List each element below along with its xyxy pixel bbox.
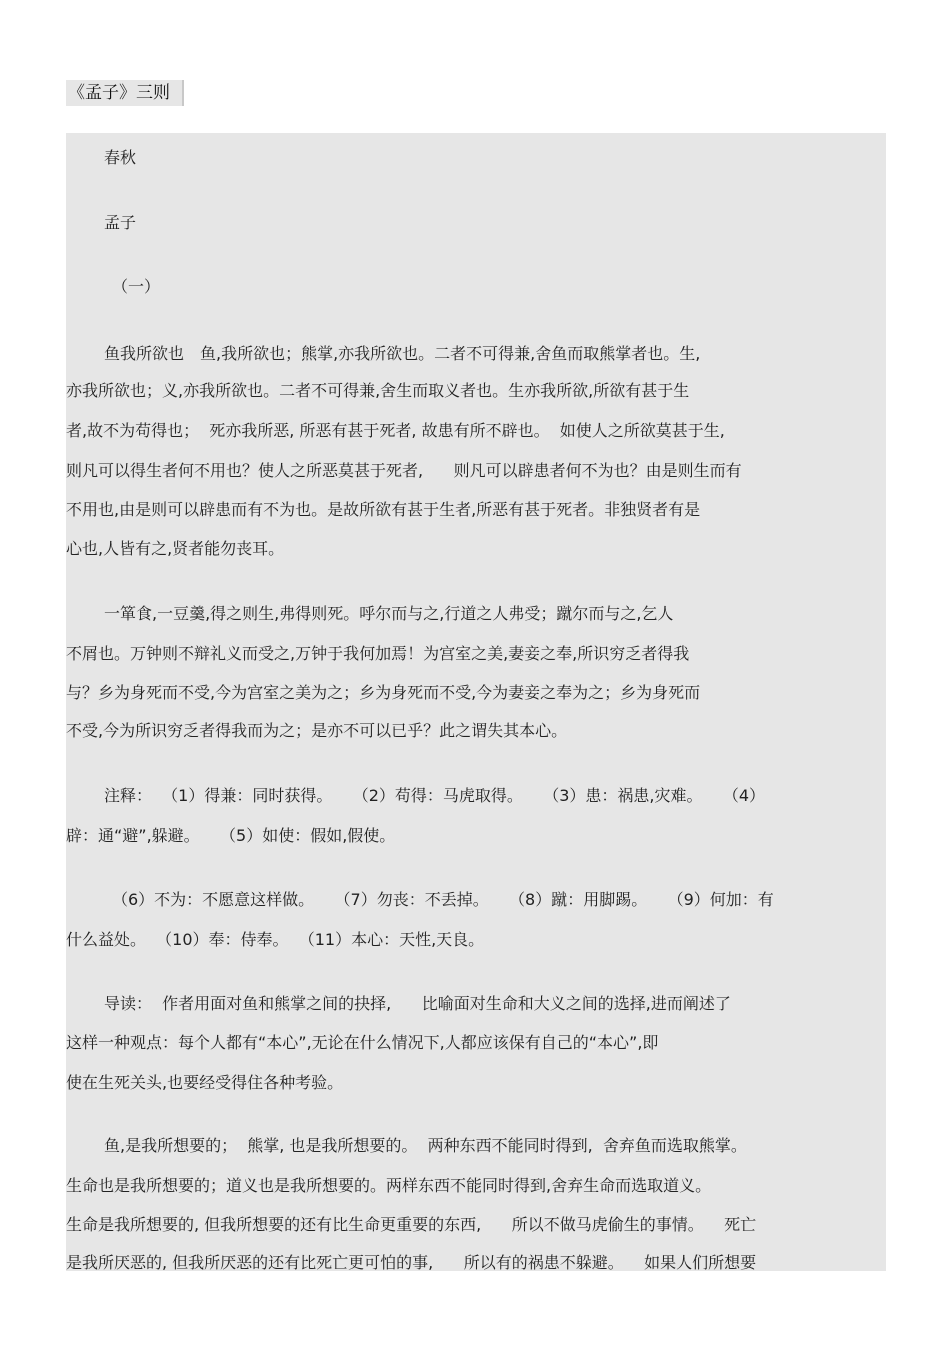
text-line: 与？乡为身死而不受,今为宫室之美为之；乡为身死而不受,今为妻妾之奉为之；乡为身死而 <box>66 683 701 702</box>
text-line: 生命是我所想要的, 但我所想要的还有比生命更重要的东西, 所以不做马虎偷生的事情。 死亡 <box>66 1215 757 1234</box>
text-line: 鱼,是我所想要的； 熊掌, 也是我所想要的。 两种东西不能同时得到, 舍弃鱼而选取熊掌。 <box>104 1136 747 1155</box>
content-panel <box>66 133 886 1271</box>
section-number: （一） <box>112 277 161 296</box>
text-line: 这样一种观点：每个人都有“本心”,无论在什么情况下,人都应该保有自己的“本心”,即 <box>66 1033 659 1052</box>
text-line: （6）不为：不愿意这样做。 （7）勿丧：不丢掉。 （8）蹴：用脚踢。 （9）何加：有 <box>112 890 774 909</box>
text-line: 生命也是我所想要的；道义也是我所想要的。两样东西不能同时得到,舍弃生命而选取道义。 <box>66 1176 712 1195</box>
text-line: 不屑也。万钟则不辩礼义而受之,万钟于我何加焉！为宫室之美,妻妾之奉,所识穷乏者得我 <box>66 644 690 663</box>
text-line: 导读： 作者用面对鱼和熊掌之间的抉择, 比喻面对生命和大义之间的选择,进而阐述了 <box>104 994 731 1013</box>
author-line: 孟子 <box>104 213 137 232</box>
dynasty-line: 春秋 <box>104 148 137 167</box>
text-line: 者,故不为苟得也； 死亦我所恶, 所恶有甚于死者, 故患有所不辟也。 如使人之所欲莫甚于生, <box>66 421 725 440</box>
text-line: 不受,今为所识穷乏者得我而为之；是亦不可以已乎？此之谓失其本心。 <box>66 721 568 740</box>
text-line: 辟：通“避”,躲避。 （5）如使：假如,假使。 <box>66 826 396 845</box>
text-line: 心也,人皆有之,贤者能勿丧耳。 <box>66 539 285 558</box>
text-line: 注释： （1）得兼：同时获得。 （2）苟得：马虎取得。 （3）患：祸患,灾难。 （4） <box>104 786 766 805</box>
text-line: 使在生死关头,也要经受得住各种考验。 <box>66 1073 344 1092</box>
text-line: 是我所厌恶的, 但我所厌恶的还有比死亡更可怕的事, 所以有的祸患不躲避。 如果人们所想要 <box>66 1253 757 1271</box>
text-line: 不用也,由是则可以辟患而有不为也。是故所欲有甚于生者,所恶有甚于死者。非独贤者有是 <box>66 500 701 519</box>
text-line: 则凡可以得生者何不用也？使人之所恶莫甚于死者, 则凡可以辟患者何不为也？由是则生而有 <box>66 461 742 480</box>
text-line: 鱼我所欲也 鱼,我所欲也；熊掌,亦我所欲也。二者不可得兼,舍鱼而取熊掌者也。生, <box>104 344 701 363</box>
text-line: 一箪食,一豆羹,得之则生,弗得则死。呼尔而与之,行道之人弗受；蹴尔而与之,乞人 <box>104 604 674 623</box>
text-line: 什么益处。 （10）奉：侍奉。 （11）本心：天性,天良。 <box>66 930 485 949</box>
document-title: 《孟子》三则 <box>66 80 184 106</box>
text-line: 亦我所欲也；义,亦我所欲也。二者不可得兼,舍生而取义者也。生亦我所欲,所欲有甚于生 <box>66 381 690 400</box>
